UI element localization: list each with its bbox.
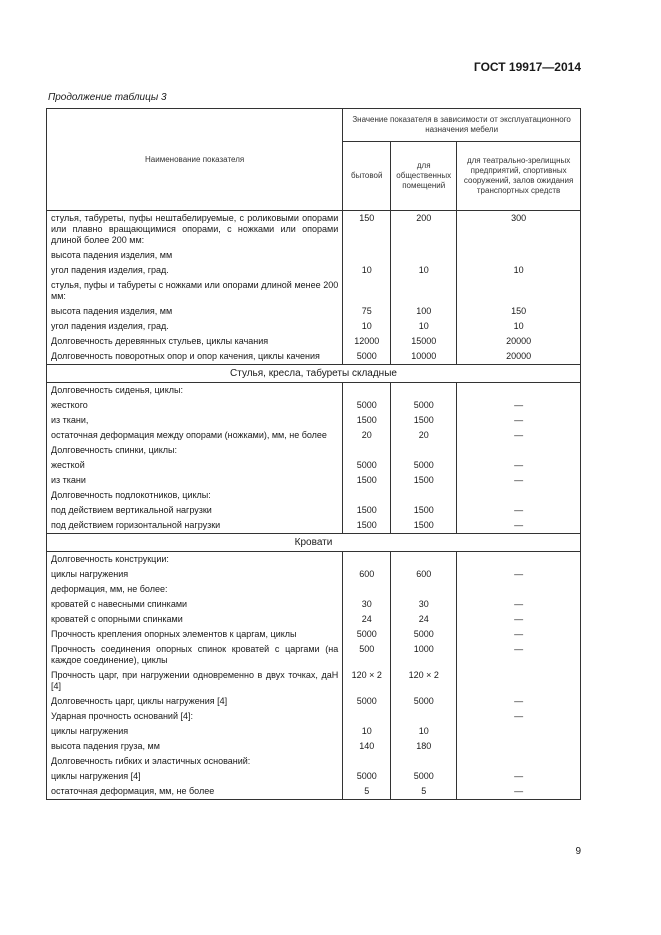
table-row [47,642,581,668]
cell-value-theatre: — [457,769,581,784]
cell-value-theatre: 300 [457,211,581,249]
table-row [47,597,581,612]
section-header-row [47,534,581,552]
cell-value-theatre: — [457,642,581,668]
cell-value-theatre [457,724,581,739]
cell-name: деформация, мм, не более: [47,582,343,597]
cell-value-theatre: — [457,458,581,473]
cell-value-public: 100 [391,304,457,319]
table-row [47,428,581,443]
cell-name: жесткого [47,398,343,413]
cell-value-home [343,278,391,304]
cell-value-public [391,754,457,769]
cell-value-public: 1500 [391,413,457,428]
table-row [47,709,581,724]
cell-value-home: 500 [343,642,391,668]
cell-value-home [343,582,391,597]
cell-value-theatre: — [457,709,581,724]
cell-value-public: 1500 [391,518,457,534]
cell-value-theatre: 10 [457,319,581,334]
cell-value-theatre [457,248,581,263]
cell-value-home: 75 [343,304,391,319]
cell-name: остаточная деформация между опорами (ножками), мм, не более [47,428,343,443]
cell-value-home: 20 [343,428,391,443]
cell-value-public [391,383,457,399]
cell-name: высота падения изделия, мм [47,248,343,263]
table-row [47,769,581,784]
section-header-row [47,365,581,383]
cell-name: Прочность царг, при нагружении одновременно в двух точках, даН [4] [47,668,343,694]
cell-value-public: 5000 [391,769,457,784]
table-row [47,668,581,694]
table-row [47,383,581,399]
cell-name: кроватей с навесными спинками [47,597,343,612]
cell-name: Ударная прочность оснований [4]: [47,709,343,724]
table-row [47,503,581,518]
cell-value-home [343,709,391,724]
cell-name: Долговечность деревянных стульев, циклы качания [47,334,343,349]
table-row [47,552,581,568]
cell-value-home: 1500 [343,473,391,488]
cell-value-theatre: 150 [457,304,581,319]
cell-value-theatre [457,552,581,568]
table-row [47,739,581,754]
cell-value-public: 30 [391,597,457,612]
column-header-public: для общественных помещений [391,142,457,211]
cell-value-public [391,278,457,304]
cell-value-home: 1500 [343,503,391,518]
cell-value-public: 5 [391,784,457,800]
cell-value-home [343,383,391,399]
cell-value-theatre: — [457,413,581,428]
cell-value-public: 10000 [391,349,457,365]
cell-value-public [391,443,457,458]
table-row [47,304,581,319]
cell-value-home: 5000 [343,769,391,784]
cell-value-home: 5000 [343,398,391,413]
table-row [47,263,581,278]
cell-value-theatre [457,278,581,304]
cell-name: Долговечность поворотных опор и опор качения, циклы качения [47,349,343,365]
cell-value-home: 1500 [343,413,391,428]
cell-value-public: 600 [391,567,457,582]
table-row [47,724,581,739]
cell-value-home: 600 [343,567,391,582]
table-row [47,518,581,534]
table-row [47,443,581,458]
cell-value-theatre: 20000 [457,334,581,349]
cell-name: циклы нагружения [47,567,343,582]
cell-value-theatre [457,754,581,769]
column-header-theatre: для театрально-зрелищных предприятий, спортивных сооружений, залов ожидания транспортных средств [457,142,581,211]
cell-name: кроватей с опорными спинками [47,612,343,627]
cell-value-theatre [457,739,581,754]
cell-name: Долговечность царг, циклы нагружения [4] [47,694,343,709]
cell-value-public: 20 [391,428,457,443]
cell-value-home: 30 [343,597,391,612]
table-row [47,334,581,349]
table-row [47,278,581,304]
cell-value-public: 5000 [391,694,457,709]
table-row [47,211,581,249]
table-row [47,784,581,800]
table-row [47,458,581,473]
cell-value-public [391,582,457,597]
cell-value-public [391,552,457,568]
cell-value-theatre: — [457,612,581,627]
cell-value-home [343,552,391,568]
cell-name: Долговечность сиденья, циклы: [47,383,343,399]
section-title: Кровати [47,534,581,552]
cell-name: стулья, табуреты, пуфы нештабелируемые, с роликовыми опорами или плавно вращающимися опорами, с ножками или опорами длиной более 200 мм: [47,211,343,249]
cell-name: высота падения изделия, мм [47,304,343,319]
cell-value-public [391,248,457,263]
table-row [47,612,581,627]
cell-value-home [343,248,391,263]
column-header-group: Значение показателя в зависимости от эксплуатационного назначения мебели [343,109,581,142]
cell-name: из ткани [47,473,343,488]
cell-name: под действием вертикальной нагрузки [47,503,343,518]
cell-value-home: 120 × 2 [343,668,391,694]
cell-name: угол падения изделия, град. [47,319,343,334]
table-row [47,582,581,597]
cell-value-theatre: — [457,398,581,413]
cell-value-public: 5000 [391,398,457,413]
cell-value-home: 150 [343,211,391,249]
cell-value-home: 5000 [343,349,391,365]
cell-value-public: 5000 [391,458,457,473]
cell-value-home: 1500 [343,518,391,534]
cell-name: Долговечность спинки, циклы: [47,443,343,458]
cell-name: Прочность соединения опорных спинок кроватей с царгами (на каждое соединение), циклы [47,642,343,668]
cell-value-home: 10 [343,263,391,278]
table-row [47,754,581,769]
cell-value-public: 1500 [391,473,457,488]
column-header-name: Наименование показателя [47,109,343,211]
cell-value-theatre: — [457,694,581,709]
cell-value-theatre: 10 [457,263,581,278]
cell-value-public: 180 [391,739,457,754]
cell-name: циклы нагружения [47,724,343,739]
cell-value-theatre: — [457,518,581,534]
cell-name: Долговечность подлокотников, циклы: [47,488,343,503]
cell-value-public [391,488,457,503]
table-row [47,567,581,582]
table-row [47,627,581,642]
cell-value-theatre [457,383,581,399]
table-row [47,398,581,413]
cell-name: стулья, пуфы и табуреты с ножками или опорами длиной менее 200 мм: [47,278,343,304]
section-title: Стулья, кресла, табуреты складные [47,365,581,383]
table-row [47,248,581,263]
cell-value-home [343,443,391,458]
table-body [47,211,581,800]
table-row [47,349,581,365]
cell-value-home: 5000 [343,458,391,473]
cell-name: циклы нагружения [4] [47,769,343,784]
cell-value-home [343,488,391,503]
cell-value-theatre [457,488,581,503]
table-row [47,319,581,334]
cell-value-theatre: — [457,567,581,582]
cell-value-home: 10 [343,724,391,739]
cell-name: угол падения изделия, град. [47,263,343,278]
cell-value-public: 10 [391,263,457,278]
table-caption: Продолжение таблицы 3 [48,92,167,103]
table-row [47,413,581,428]
document-code: ГОСТ 19917—2014 [473,60,581,74]
page-number: 9 [575,846,581,857]
cell-value-public [391,709,457,724]
cell-value-public: 10 [391,319,457,334]
cell-name: Долговечность конструкции: [47,552,343,568]
table-row [47,473,581,488]
cell-value-theatre [457,582,581,597]
cell-value-theatre: — [457,503,581,518]
cell-value-home: 12000 [343,334,391,349]
cell-value-theatre: — [457,473,581,488]
cell-value-theatre: 20000 [457,349,581,365]
cell-value-public: 15000 [391,334,457,349]
cell-name: под действием горизонтальной нагрузки [47,518,343,534]
cell-value-home: 5000 [343,627,391,642]
cell-value-home: 5 [343,784,391,800]
cell-name: высота падения груза, мм [47,739,343,754]
table-row [47,488,581,503]
cell-value-theatre [457,668,581,694]
cell-value-home: 5000 [343,694,391,709]
cell-value-public: 10 [391,724,457,739]
cell-value-public: 24 [391,612,457,627]
cell-value-theatre: — [457,597,581,612]
indicator-table [46,108,581,800]
cell-value-public: 1000 [391,642,457,668]
cell-name: Прочность крепления опорных элементов к царгам, циклы [47,627,343,642]
cell-value-theatre: — [457,784,581,800]
cell-value-theatre [457,443,581,458]
cell-value-home: 140 [343,739,391,754]
cell-value-home: 10 [343,319,391,334]
cell-value-home: 24 [343,612,391,627]
cell-value-home [343,754,391,769]
cell-value-public: 120 × 2 [391,668,457,694]
cell-value-theatre: — [457,428,581,443]
cell-name: из ткани, [47,413,343,428]
cell-value-public: 5000 [391,627,457,642]
cell-value-theatre: — [457,627,581,642]
cell-value-public: 1500 [391,503,457,518]
column-header-home: бытовой [343,142,391,211]
table-row [47,694,581,709]
cell-name: Долговечность гибких и эластичных оснований: [47,754,343,769]
cell-value-public: 200 [391,211,457,249]
cell-name: жесткой [47,458,343,473]
cell-name: остаточная деформация, мм, не более [47,784,343,800]
